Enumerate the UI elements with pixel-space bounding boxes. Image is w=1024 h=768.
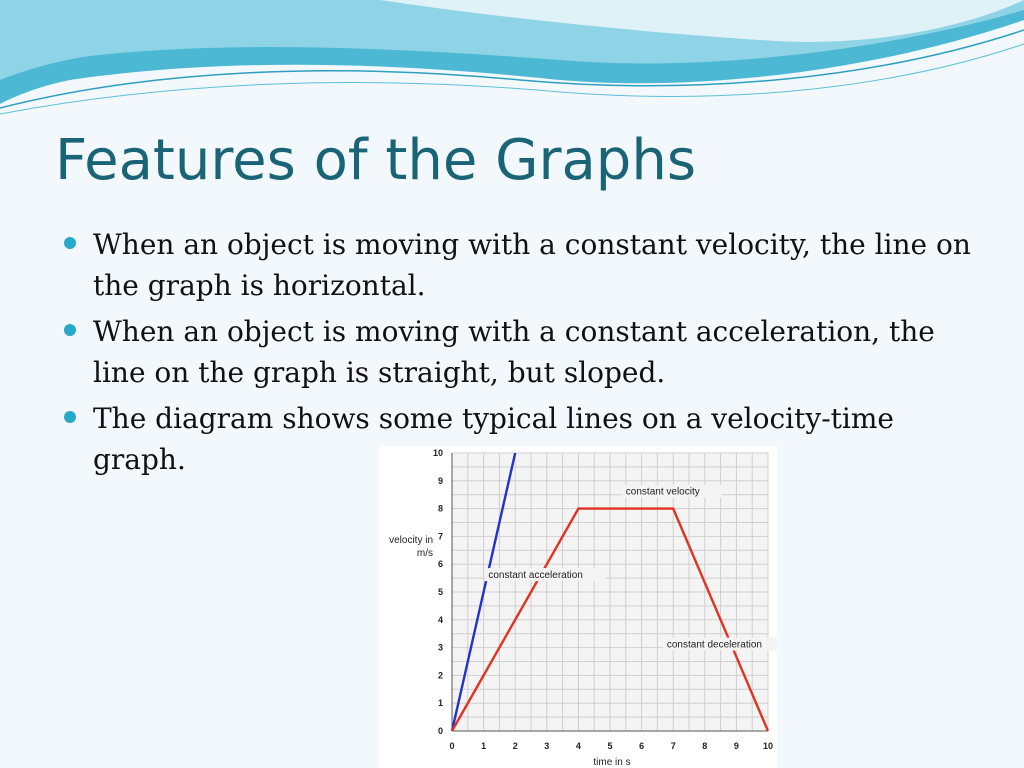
annotation-label: constant acceleration bbox=[488, 570, 583, 582]
x-tick-label: 1 bbox=[481, 741, 487, 751]
bullet-text: The diagram shows some typical lines on a velocity-time graph. bbox=[93, 402, 894, 476]
x-tick-label: 3 bbox=[544, 741, 550, 751]
y-tick-label: 5 bbox=[437, 587, 443, 597]
x-tick-label: 7 bbox=[670, 741, 676, 751]
bullet-text: When an object is moving with a constant acceleration, the line on the graph is straight, but sloped. bbox=[93, 315, 935, 389]
y-tick-label: 2 bbox=[437, 670, 443, 681]
y-tick-label: 1 bbox=[437, 698, 443, 709]
y-tick-label: 9 bbox=[437, 475, 443, 486]
x-axis-label: time in s bbox=[593, 757, 631, 768]
y-tick-label: 7 bbox=[437, 531, 443, 542]
x-tick-label: 8 bbox=[702, 741, 708, 751]
bullet-item bbox=[62, 224, 992, 306]
bullet-icon bbox=[64, 237, 76, 249]
velocity-time-chart bbox=[379, 446, 777, 768]
header-wave-decoration bbox=[0, 0, 1024, 125]
y-axis-label: velocity in bbox=[389, 535, 433, 546]
bullet-icon bbox=[64, 324, 76, 336]
x-tick-label: 5 bbox=[607, 741, 613, 751]
y-tick-label: 10 bbox=[432, 448, 443, 458]
x-tick-label: 0 bbox=[449, 741, 455, 751]
y-axis-label: m/s bbox=[416, 548, 433, 559]
y-tick-label: 8 bbox=[437, 503, 443, 514]
annotation-label: constant deceleration bbox=[666, 639, 762, 651]
bullet-item bbox=[62, 311, 992, 393]
bullet-icon bbox=[64, 411, 76, 423]
x-tick-label: 4 bbox=[575, 741, 581, 751]
y-tick-label: 4 bbox=[437, 614, 443, 625]
y-tick-label: 3 bbox=[437, 642, 443, 653]
annotation-label: constant velocity bbox=[625, 486, 700, 498]
x-tick-label: 6 bbox=[639, 741, 645, 751]
chart-svg bbox=[379, 446, 777, 768]
x-tick-label: 9 bbox=[733, 741, 739, 751]
slide-title: Features of the Graphs bbox=[55, 128, 697, 193]
y-tick-label: 6 bbox=[437, 559, 443, 570]
x-tick-label: 10 bbox=[762, 741, 774, 751]
y-tick-label: 0 bbox=[437, 726, 443, 736]
x-tick-label: 2 bbox=[512, 741, 518, 751]
bullet-text: When an object is moving with a constant velocity, the line on the graph is horizontal. bbox=[93, 228, 971, 302]
